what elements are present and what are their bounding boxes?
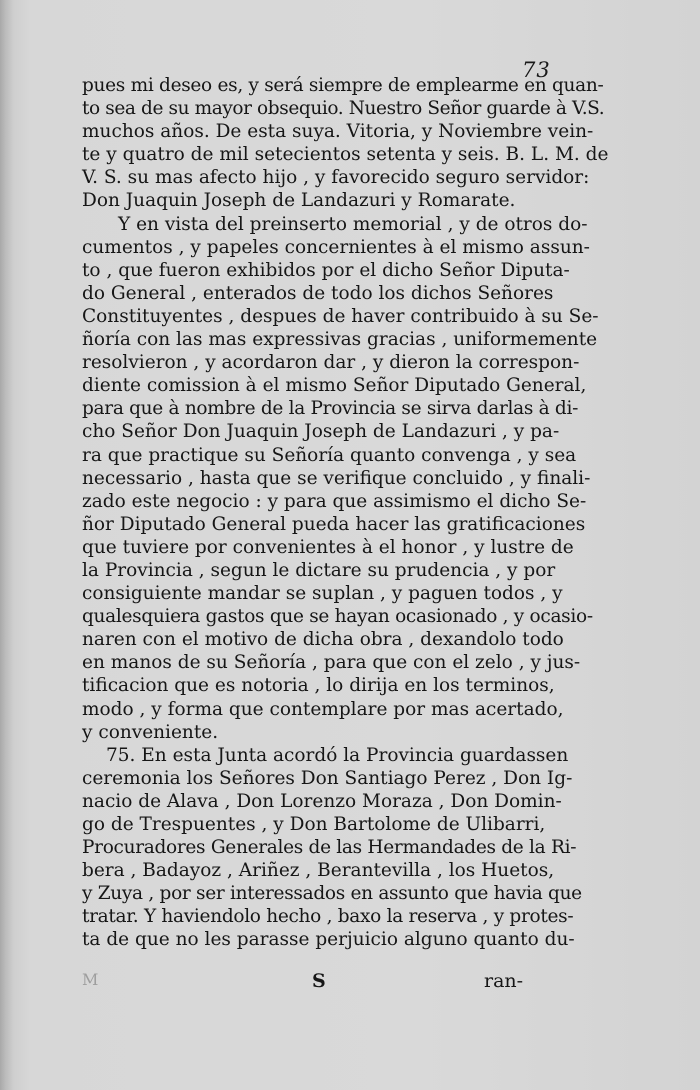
paragraph-start-line: 75. En esta Junta acordó la Provincia guardassen xyxy=(106,744,569,766)
text-line: ra que practique su Señoría quanto convenga , y sea xyxy=(82,444,577,466)
text-line: resolvieron , y acordaron dar , y dieron la correspon- xyxy=(82,352,580,374)
text-line: necessario , hasta que se verifique concluido , y finali- xyxy=(82,467,591,489)
text-line: cho Señor Don Juaquin Joseph de Landazuri , y pa- xyxy=(82,421,560,443)
page-number: 73 xyxy=(522,58,551,82)
text-line: pues mi deseo es, y será siempre de emplearme en quan- xyxy=(82,75,604,96)
text-line: ceremonia los Señores Don Santiago Perez , Don Ig- xyxy=(82,767,573,789)
text-line: to , que fueron exhibidos por el dicho Señor Diputa- xyxy=(82,259,570,281)
text-line: tratar. Y haviendolo hecho , baxo la reserva , y protes- xyxy=(82,906,574,928)
text-line: Constituyentes , despues de haver contribuido à su Se- xyxy=(82,305,599,327)
text-line: consiguiente mandar se suplan , y paguen todos , y xyxy=(82,583,563,605)
text-line: la Provincia , segun le dictare su prudencia , y por xyxy=(82,559,556,581)
catchword: ran- xyxy=(484,970,524,992)
text-line: tificacion que es notoria , lo dirija en los terminos, xyxy=(82,675,555,697)
faded-mark: M xyxy=(82,970,99,989)
paragraph-start-line: Y en vista del preinserto memorial , y de otros do- xyxy=(118,213,588,235)
text-line: diente comission à el mismo Señor Diputado General, xyxy=(82,375,587,397)
text-line: ta de que no les parasse perjuicio alguno quanto du- xyxy=(82,929,575,951)
text-line: te y quatro de mil setecientos setenta y seis. B. L. M. de xyxy=(82,144,609,166)
text-line: do General , enterados de todo los dichos Señores xyxy=(82,282,554,304)
signature-mark: S xyxy=(312,970,326,992)
text-line: y conveniente. xyxy=(82,721,219,743)
text-line: Don Juaquin Joseph de Landazuri y Romarate. xyxy=(82,190,516,212)
text-line: to sea de su mayor obsequio. Nuestro Señor guarde à V.S. xyxy=(82,98,605,120)
text-line: modo , y forma que contemplare por mas acertado, xyxy=(82,698,564,720)
text-line: qualesquiera gastos que se hayan ocasionado , y ocasio- xyxy=(82,606,593,628)
text-line: go de Trespuentes , y Don Bartolome de Ulibarri, xyxy=(82,814,546,835)
text-line: en manos de su Señoría , para que con el zelo , y jus- xyxy=(82,652,581,674)
text-line: para que à nombre de la Provincia se sirva darlas à di- xyxy=(82,398,579,420)
text-line: ñoría con las mas expressivas gracias , uniformemente xyxy=(82,329,598,351)
text-line: que tuviere por convenientes à el honor , y lustre de xyxy=(82,536,574,558)
text-line: y Zuya , por ser interessados en assunto que havia que xyxy=(82,883,582,905)
text-line: cumentos , y papeles concernientes à el mismo assun- xyxy=(82,236,590,258)
text-line: bera , Badayoz , Ariñez , Berantevilla , los Huetos, xyxy=(82,860,555,882)
text-line: nacio de Alava , Don Lorenzo Moraza , Don Domin- xyxy=(82,790,562,812)
text-line: V. S. su mas afecto hijo , y favorecido seguro servidor: xyxy=(82,167,590,189)
text-line: Procuradores Generales de las Hermandades de la Ri- xyxy=(82,837,577,859)
text-line: muchos años. De esta suya. Vitoria, y Noviembre vein- xyxy=(82,121,594,143)
text-line: zado este negocio : y para que assimismo el dicho Se- xyxy=(82,490,587,512)
body-text xyxy=(82,74,609,952)
page-footer xyxy=(0,970,700,1000)
text-line: ñor Diputado General pueda hacer las gratificaciones xyxy=(82,513,586,535)
text-line: naren con el motivo de dicha obra , dexandolo todo xyxy=(82,629,564,651)
